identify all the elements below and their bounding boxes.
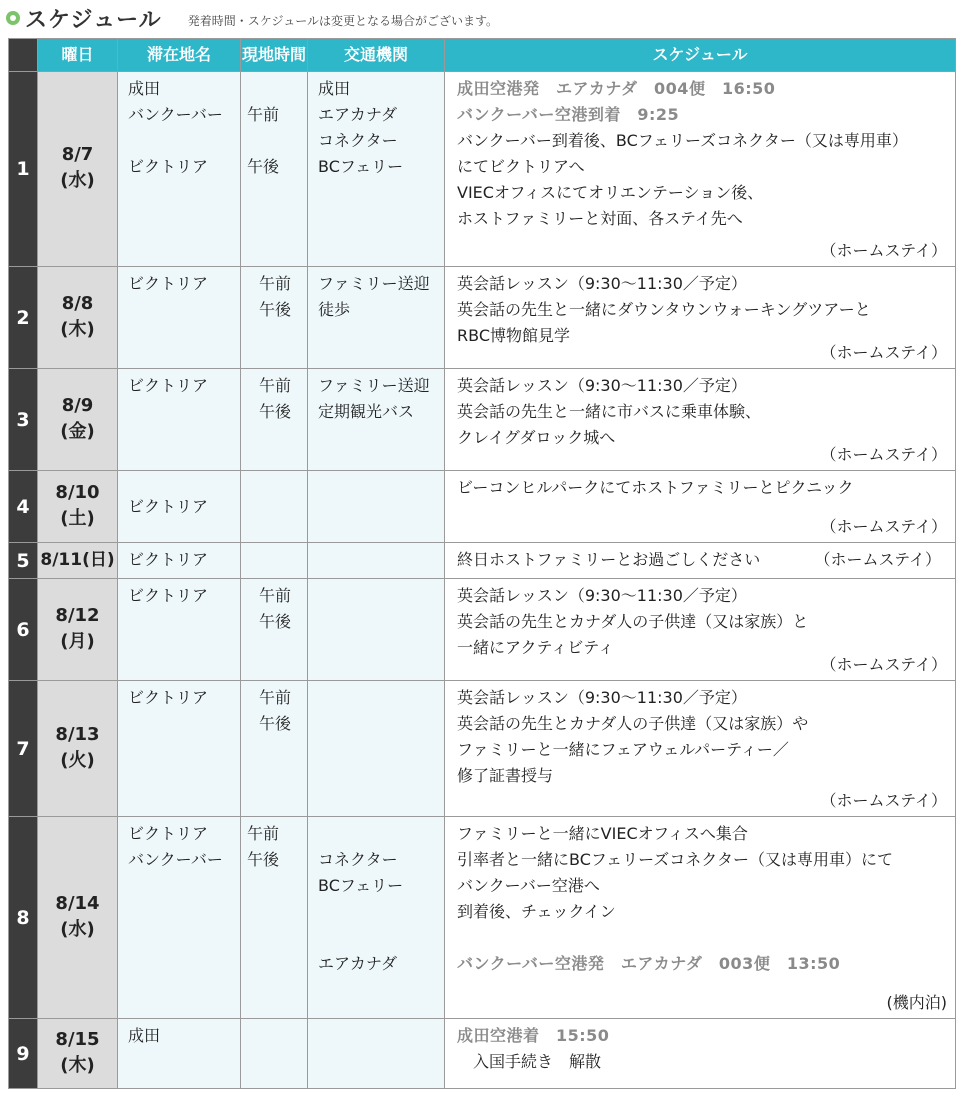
schedule-line: 英会話レッスン（9:30〜11:30／予定） [457,688,747,707]
weekday-label: (火) [60,749,95,771]
transport-line: BCフェリー [318,157,404,176]
weekday-label: (木) [60,1054,95,1076]
location-cell [118,579,241,681]
date-label: 8/9 [61,394,94,416]
location-line: バンクーバー [128,850,223,869]
day-number-label: 1 [16,158,30,180]
day-number [9,817,38,1019]
local-time-cell [241,369,308,471]
location-line: ビクトリア [128,688,209,707]
time-line: 午前 [258,274,291,293]
schedule-line: バンクーバー到着後、BCフェリーズコネクター（又は専用車） [457,131,908,150]
schedule-table [8,38,956,1089]
circle-bullet-icon [6,11,20,25]
schedule-row-day-3 [9,369,956,471]
schedule-line: 成田空港着 15:50 [457,1026,610,1045]
schedule-line: ファミリーと一緒にフェアウェルパーティー／ [457,740,789,759]
transport-line: 徒歩 [318,300,351,319]
schedule-line: 英会話の先生とカナダ人の子供達（又は家族）や [457,714,809,733]
schedule-line: バンクーバー空港発 エアカナダ 003便 13:50 [457,954,841,973]
stay-label: （ホームステイ） [820,241,947,260]
header-schedule: スケジュール [445,39,956,72]
time-line: 午後 [247,850,280,869]
location-cell [118,267,241,369]
transport-line: コネクター [318,131,398,150]
time-line [247,76,303,102]
day-date [38,471,118,543]
transport-cell [308,72,445,267]
schedule-row-day-1 [9,72,956,267]
schedule-cell [445,681,956,817]
schedule-row-day-6 [9,579,956,681]
schedule-row-day-2 [9,267,956,369]
weekday-label: (金) [60,420,95,442]
date-label: 8/11(日) [40,549,115,570]
time-line: 午後 [258,714,291,733]
day-date [38,1019,118,1089]
schedule-line: 終日ホストファミリーとお過ごしください [457,550,761,569]
location-line: ビクトリア [128,274,209,293]
page-title: スケジュール [25,7,162,33]
schedule-line: 英会話の先生と一緒に市バスに乗車体験、 [457,402,762,421]
stay-label: （ホームステイ） [820,655,947,674]
header-day-number [9,39,38,72]
header-location: 滞在地名 [118,39,241,72]
transport-line: ファミリー送迎 [318,376,430,395]
transport-line: 定期観光バス [318,402,415,421]
table-header-row [9,39,956,72]
schedule-line: 英会話の先生と一緒にダウンタウンウォーキングツアーと [457,300,871,319]
location-line: ビクトリア [128,376,209,395]
local-time-cell [241,471,308,543]
local-time-cell [241,72,308,267]
location-cell [118,1019,241,1089]
day-number-label: 9 [16,1042,30,1065]
schedule-cell [445,72,956,267]
schedule-line-suffix: 入国手続き 解散 [457,1052,602,1071]
schedule-line: バンクーバー空港到着 9:25 [457,105,680,124]
day-date [38,267,118,369]
day-date [38,817,118,1019]
time-line: 午前 [247,824,280,843]
time-line: 午後 [247,157,280,176]
day-number [9,681,38,817]
date-label: 8/10 [55,481,100,503]
date-label: 8/13 [55,723,100,745]
page-header [6,4,498,32]
transport-line [318,821,438,847]
transport-line [318,899,438,925]
location-line: ビクトリア [128,157,209,176]
day-number [9,369,38,471]
location-cell [118,543,241,579]
schedule-line: ファミリーと一緒にVIECオフィスへ集合 [457,824,748,843]
schedule-cell [445,267,956,369]
stay-label: （ホームステイ） [820,791,947,810]
transport-cell [308,267,445,369]
day-date [38,543,118,579]
transport-line: BCフェリー [318,876,404,895]
stay-label: （ホームステイ） [814,550,941,569]
day-number [9,1019,38,1089]
header-weekday: 曜日 [38,39,118,72]
schedule-line: にてビクトリアへ [457,157,585,176]
transport-cell [308,579,445,681]
stay-label: (機内泊) [886,993,947,1012]
weekday-label: (水) [60,170,95,191]
schedule-cell [445,579,956,681]
header-local-time: 現地時間 [241,39,308,72]
time-line: 午前 [258,376,291,395]
day-number-label: 2 [16,306,30,329]
day-number-label: 7 [16,737,30,760]
schedule-cell [445,543,956,579]
day-number [9,72,38,267]
transport-cell [308,543,445,579]
time-line: 午後 [258,300,291,319]
schedule-line-group [457,1023,949,1071]
schedule-line: 引率者と一緒にBCフェリーズコネクター（又は専用車）にて [457,850,893,869]
location-line: ビクトリア [128,824,209,843]
transport-line: エアカナダ [318,105,398,124]
location-line: 成田 [128,1026,161,1045]
schedule-line: 到着後、チェックイン [457,902,616,921]
schedule-line: 英会話レッスン（9:30〜11:30／予定） [457,586,747,605]
time-line [247,128,303,154]
transport-cell [308,817,445,1019]
location-line: バンクーバー [128,105,223,124]
time-line: 午後 [258,402,291,421]
local-time-cell [241,579,308,681]
day-number-label: 4 [16,495,30,518]
location-cell [118,681,241,817]
schedule-line: クレイグダロック城へ [457,428,616,447]
schedule-line: RBC博物館見学 [457,326,570,345]
date-label: 8/7 [61,144,94,165]
schedule-line: 成田空港発 エアカナダ 004便 16:50 [457,79,776,98]
transport-line: エアカナダ [318,954,398,973]
schedule-change-note: 発着時間・スケジュールは変更となる場合がございます。 [187,13,499,28]
time-line: 午後 [258,612,291,631]
transport-cell [308,369,445,471]
transport-cell [308,1019,445,1089]
schedule-line [457,925,949,951]
day-number [9,579,38,681]
stay-label: （ホームステイ） [820,343,947,362]
day-number [9,267,38,369]
schedule-line: 修了証書授与 [457,766,554,785]
weekday-label: (木) [60,318,95,340]
schedule-line: 英会話レッスン（9:30〜11:30／予定） [457,376,747,395]
location-line: ビクトリア [128,496,209,516]
transport-line [318,925,438,951]
local-time-cell [241,1019,308,1089]
stay-label: （ホームステイ） [820,517,947,536]
schedule-row-day-8 [9,817,956,1019]
date-label: 8/14 [55,892,100,914]
local-time-cell [241,681,308,817]
location-cell [118,72,241,267]
transport-cell [308,681,445,817]
local-time-cell [241,817,308,1019]
schedule-row-day-7 [9,681,956,817]
schedule-line: VIECオフィスにてオリエンテーション後、 [457,183,764,202]
schedule-cell [445,471,956,543]
transport-line: ファミリー送迎 [318,274,430,293]
schedule-line: 英会話の先生とカナダ人の子供達（又は家族）と [457,612,809,631]
day-number [9,543,38,579]
weekday-label: (月) [60,630,95,652]
day-date [38,681,118,817]
day-date [38,72,118,267]
stay-label: （ホームステイ） [820,445,947,464]
transport-cell [308,471,445,543]
date-label: 8/8 [61,292,94,314]
time-line: 午前 [258,688,291,707]
day-number [9,471,38,543]
schedule-line: バンクーバー空港へ [457,876,600,895]
local-time-cell [241,543,308,579]
date-label: 8/15 [55,1028,100,1050]
header-transport: 交通機関 [308,39,445,72]
location-line: 成田 [128,79,161,98]
location-line [128,128,234,154]
schedule-cell [445,1019,956,1089]
location-cell [118,369,241,471]
time-line: 午前 [258,586,291,605]
day-date [38,579,118,681]
schedule-cell [445,369,956,471]
day-number-label: 5 [16,549,30,572]
schedule-cell [445,817,956,1019]
transport-line: コネクター [318,850,398,869]
location-line: ビクトリア [128,550,209,569]
schedule-line: 英会話レッスン（9:30〜11:30／予定） [457,274,747,293]
transport-line: 成田 [318,79,351,98]
schedule-line: ホストファミリーと対面、各ステイ先へ [457,209,743,228]
schedule-row-day-9 [9,1019,956,1089]
schedule-line: 一緒にアクティビティ [457,638,614,657]
schedule-row-day-4 [9,471,956,543]
date-label: 8/12 [55,604,100,626]
weekday-label: (土) [60,507,95,529]
day-number-label: 6 [16,618,30,641]
time-line: 午前 [247,105,280,124]
local-time-cell [241,267,308,369]
location-line: ビクトリア [128,586,209,605]
location-cell [118,817,241,1019]
schedule-row-day-5 [9,543,956,579]
schedule-line: ビーコンヒルパークにてホストファミリーとピクニック [457,478,854,497]
location-cell [118,471,241,543]
day-date [38,369,118,471]
day-number-label: 3 [16,408,30,431]
day-number-label: 8 [16,906,30,929]
weekday-label: (水) [60,918,95,940]
